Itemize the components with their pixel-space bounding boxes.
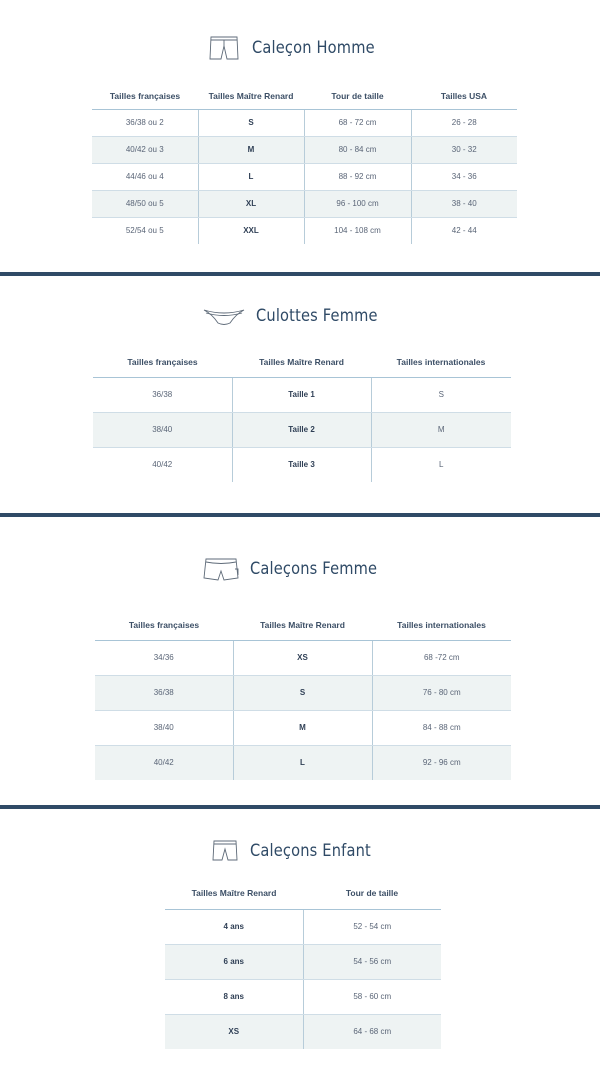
table-cell: 4 ans [165, 909, 303, 944]
table-cell: 58 - 60 cm [303, 979, 441, 1014]
table-cell: 30 - 32 [411, 136, 517, 163]
table-cell: 48/50 ou 5 [92, 190, 198, 217]
table-cell: 42 - 44 [411, 217, 517, 244]
table-cell: 52 - 54 cm [303, 909, 441, 944]
table-cell: 38/40 [93, 412, 232, 447]
column-header: Tailles internationales [371, 347, 511, 377]
table-cell: XS [233, 640, 372, 675]
table-cell: S [371, 377, 511, 412]
table-cell: 96 - 100 cm [304, 190, 411, 217]
table-cell: 38 - 40 [411, 190, 517, 217]
table-row [95, 640, 511, 675]
section-1-title-row [0, 34, 600, 62]
table-cell: 76 - 80 cm [372, 675, 511, 710]
column-header: Tailles Maître Renard [233, 610, 372, 640]
table-cell: XS [165, 1014, 303, 1049]
size-table-calecon-homme [92, 84, 517, 244]
table-cell: L [371, 447, 511, 482]
column-header: Tour de taille [304, 84, 411, 109]
table-cell: 36/38 [95, 675, 233, 710]
table-cell: XXL [198, 217, 304, 244]
women-shorts-icon [202, 555, 250, 583]
table-row [92, 163, 517, 190]
section-title: Caleçon Homme [251, 38, 375, 58]
table-cell: 52/54 ou 5 [125, 226, 164, 236]
table-cell: 68 -72 cm [372, 640, 511, 675]
table-cell: 34 - 36 [411, 163, 517, 190]
column-header: Tailles françaises [95, 610, 233, 640]
section-title: Culottes Femme [256, 306, 378, 326]
table-cell: XL [198, 190, 304, 217]
column-header: Tailles Maître Renard [198, 84, 304, 109]
section-divider [0, 805, 600, 809]
table-row [165, 909, 441, 944]
column-header: Tailles françaises [93, 347, 232, 377]
table-cell: M [198, 136, 304, 163]
table-cell: Taille 3 [232, 447, 371, 482]
section-3-title-row [0, 555, 600, 583]
table-cell: 6 ans [165, 944, 303, 979]
column-header: Tailles USA [411, 84, 517, 109]
briefs-icon [202, 305, 256, 327]
table-row [92, 190, 517, 217]
table-row [93, 377, 511, 412]
table-row [95, 675, 511, 710]
section-title: Caleçons Enfant [249, 841, 371, 861]
table-cell: 36/38 [93, 377, 232, 412]
table-row [93, 412, 511, 447]
table-cell: S [233, 675, 372, 710]
table-row [92, 109, 517, 136]
boxer-shorts-icon [206, 34, 252, 62]
table-cell: 36/38 ou 2 [92, 109, 198, 136]
table-cell: 44/46 ou 4 [92, 163, 198, 190]
table-cell: S [198, 109, 304, 136]
column-header: Tailles françaises [92, 84, 198, 109]
column-header: Tailles Maître Renard [165, 878, 303, 909]
table-cell: 88 - 92 cm [304, 163, 411, 190]
table-row [165, 944, 441, 979]
column-header: Tour de taille [303, 878, 441, 909]
table-cell: Taille 2 [232, 412, 371, 447]
table-row [92, 217, 517, 244]
table-cell: 34/36 [95, 640, 233, 675]
table-row [165, 979, 441, 1014]
table-cell: 104 - 108 cm [304, 217, 411, 244]
table-cell: Taille 1 [232, 377, 371, 412]
size-table-culottes-femme [93, 347, 511, 482]
table-cell: 40/42 ou 3 [92, 136, 198, 163]
table-row [165, 1014, 441, 1049]
table-cell: 92 - 96 cm [372, 745, 511, 780]
table-row [95, 710, 511, 745]
column-header: Tailles Maître Renard [232, 347, 371, 377]
table-cell: L [233, 745, 372, 780]
table-row [92, 136, 517, 163]
table-cell: 80 - 84 cm [304, 136, 411, 163]
kids-shorts-icon [210, 838, 250, 864]
table-cell: M [371, 412, 511, 447]
table-row [93, 447, 511, 482]
column-header: Tailles internationales [372, 610, 511, 640]
section-divider [0, 272, 600, 276]
table-row [95, 745, 511, 780]
size-table-calecons-femme [95, 610, 511, 780]
table-cell: 26 - 28 [411, 109, 517, 136]
table-cell: 64 - 68 cm [303, 1014, 441, 1049]
section-title: Caleçons Femme [250, 559, 378, 579]
table-cell: 68 - 72 cm [304, 109, 411, 136]
table-cell: 40/42 [95, 745, 233, 780]
table-cell: 8 ans [165, 979, 303, 1014]
table-cell: M [233, 710, 372, 745]
table-cell: 38/40 [95, 710, 233, 745]
section-divider [0, 513, 600, 517]
table-cell: L [198, 163, 304, 190]
section-2-title-row [0, 305, 600, 327]
section-4-title-row [0, 838, 600, 864]
size-table-calecons-enfant [165, 878, 441, 1049]
table-cell: 40/42 [152, 460, 173, 470]
table-cell: 84 - 88 cm [372, 710, 511, 745]
table-cell: 54 - 56 cm [303, 944, 441, 979]
